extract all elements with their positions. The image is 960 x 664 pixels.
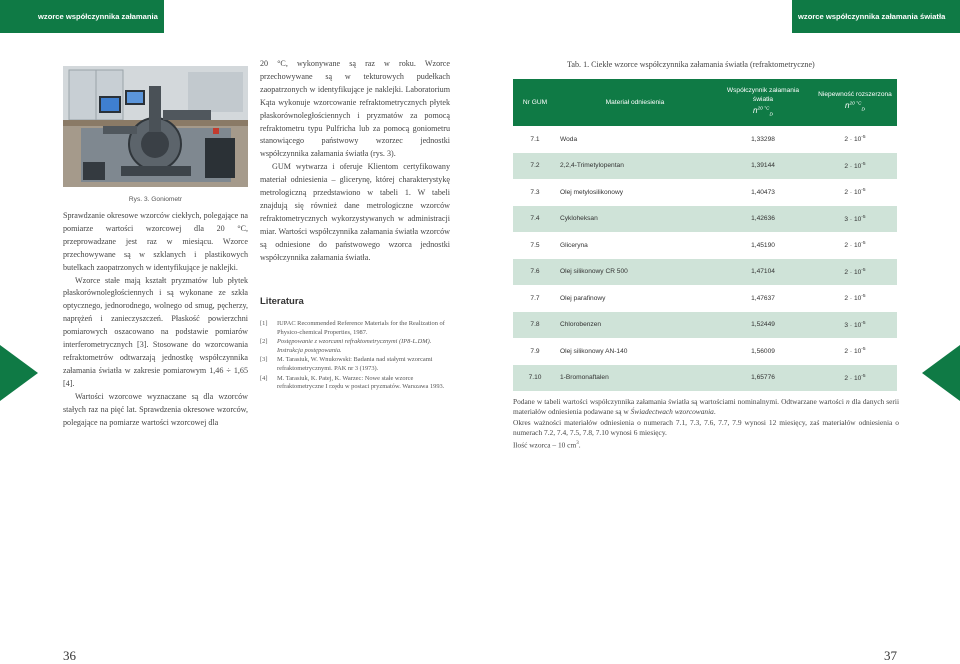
running-header-left: wzorce współczynnika załamania światła [0,0,164,33]
cell-no: 7.7 [530,294,540,302]
cell-material: Olej silikonowy AN-140 [560,347,628,355]
cell-no: 7.10 [513,365,557,392]
header-material: Materiał odniesienia [557,79,713,126]
table-row [513,338,897,365]
cell-value: 1,40473 [751,188,775,196]
cell-value: 1,52449 [713,312,813,339]
note-validity: Okres ważności materiałów odniesienia o numerach 7.1, 7.3, 7.6, 7.7, 7.9 wynosi 12 miesięcy, zaś materiałów odniesienia o numerach 7.2, 7.4, 7.5, 7.8, 7.10 wynosi 6 miesięcy. [513,417,899,438]
cell-uncertainty: $2 \cdot 10^{-5}$ [844,188,866,197]
table-row [513,312,897,339]
table-row [513,365,897,392]
reference-item [260,338,450,355]
cell-value: 1,47104 [713,259,813,286]
paragraph: Wartości wzorcowe wyznaczane są dla wzorców stałych raz na pięć lat. Sprawdzenia okresowe wzorców, polegające na pomiarze wartości wzorcowej dla [63,391,248,427]
cell-material: Olej metylosilikonowy [560,188,624,196]
cell-no: 7.1 [530,135,540,143]
cell-material: 1-Bromonaftalen [557,365,713,392]
cell-uncertainty: $2 \cdot 10^{-5}$ [844,294,866,303]
cell-no: 7.9 [530,347,540,355]
table-row [513,259,897,286]
note-nominal: Podane w tabeli wartości współczynnika załamania światła są wartościami nominalnymi. Odtwarzane wartości n dla danych serii materiałów odniesienia podawane są w Świadectwach wzorcowania. [513,397,899,417]
reference-number: [3] [260,356,268,364]
reference-number: [1] [260,320,268,327]
paragraph: Sprawdzanie okresowe wzorców ciekłych, polegające na pomiarze wartości wzorcowej dla 20 °C, przeprowadzane jest raz w miesiącu. Wzorce przechowywane są w szklanych i plastikowych butelkach zaopatrzonych w identyfikujące je naklejki. [63,211,248,272]
reference-number: [2] [260,338,268,346]
reference-text: Postępowanie z wzorcami refraktometrycznymi (IP8-L.DM). Instrukcja postępowania. [277,338,432,354]
paragraph: 20 °C, wykonywane są raz w roku. Wzorce przechowywane są w tekturowych pudełkach zaopatrzonych w identyfikujące je naklejki. Laboratorium Kąta wykonuje wzorcowanie refraktometrycznych płytek płaskorównoległościennych i pryzmatów za pomocą refraktometru typu Pulfricha lub za pomocą goniometru stanowiącego państwowy wzorzec jednostki współczynnika załamania światła (rys. 3). [260,59,450,159]
header-uncertainty [813,79,897,126]
cell-material: 2,2,4-Trimetylopentan [557,153,713,180]
cell-uncertainty: $2 \cdot 10^{-5}$ [844,241,866,250]
reference-text: M. Tarasiuk, W. Wnukowski: Badania nad stałymi wzorcami refraktometrycznymi. PAK nr 3 (1973). [277,356,433,372]
cell-uncertainty: $2 \cdot 10^{-5}$ [844,135,866,144]
reference-item [260,375,450,392]
cell-value: 1,45190 [751,241,775,249]
table-row [513,179,897,206]
paragraph: GUM wytwarza i oferuje Klientom certyfikowany materiał odniesienia – glicerynę, której charakterystykę metrologiczną przedstawiono w tabeli 1. W tabeli znajdują się również dane metrologiczne wzorców refraktometrycznych wykorzystywanych w administracji miar. Wartości współczynnika załamania światła wzorców są odniesione do państwowego wzorca jednostki współczynnika załamania światła. [260,162,450,262]
middle-text-column [260,58,450,265]
table-header-row [513,79,897,126]
page-number-left: 36 [63,648,76,663]
table-row [513,232,897,259]
page-edge-arrow-right [922,345,960,401]
running-header-right: wzorce współczynnika załamania światła [792,0,960,33]
cell-material: Gliceryna [560,241,588,249]
page-number-right: 37 [884,648,897,663]
cell-uncertainty: $2 \cdot 10^{-5}$ [813,259,897,286]
goniometer-photo [63,66,248,187]
refractive-index-symbol: $n^{20 ^\circ C}_D$ [845,101,865,113]
left-text-column [63,210,248,429]
table-title: Tab. 1. Ciekłe wzorce współczynnika załamania światła (refraktometryczne) [567,60,815,69]
cell-material: Olej parafinowy [560,294,606,302]
cell-material: Woda [560,135,578,143]
cell-uncertainty: $2 \cdot 10^{-5}$ [813,153,897,180]
reference-item [260,320,450,337]
reference-text: M. Tarasiuk, K. Patej, K. Warzec: Nowe stałe wzorce refraktometryczne I rzędu w postaci pryzmatów. Warszawa 1993. [277,374,445,391]
reference-materials-table [513,79,897,391]
cell-uncertainty: $3 \cdot 10^{-5}$ [813,206,897,233]
header-value-label: Współczynnik załamania światła [726,86,800,103]
table-row [513,206,897,233]
literature-heading: Literatura [260,296,304,307]
cell-value: 1,56009 [751,347,775,355]
header-value [713,79,813,126]
cell-material: Olej silikonowy CR 500 [557,259,713,286]
reference-number: [4] [260,374,268,382]
table-row [513,126,897,153]
table-row [513,153,897,180]
cell-value: 1,33298 [751,135,775,143]
table-row [513,285,897,312]
header-uncertainty-label: Niepewność rozszerzona [818,91,892,99]
cell-no: 7.5 [530,241,540,249]
reference-text: IUPAC Recommended Reference Materials for the Realization of Physico-chemical Properties, 1987. [277,320,445,336]
header-no: Nr GUM [513,79,557,126]
cell-value: 1,42636 [713,206,813,233]
page-edge-arrow-left [0,345,38,401]
table-notes [513,397,899,451]
cell-material: Chlorobenzen [557,312,713,339]
cell-material: Cykloheksan [557,206,713,233]
note-quantity: Ilość wzorca – 10 $cm^3$. [513,440,581,450]
cell-no: 7.8 [513,312,557,339]
reference-item [260,356,450,373]
cell-value: 1,47637 [751,294,775,302]
cell-no: 7.3 [530,188,540,196]
cell-no: 7.4 [513,206,557,233]
refractive-index-symbol: $n^{20 ^\circ C}_D$ [753,105,773,118]
reference-list [260,320,450,393]
paragraph: Wzorce stałe mają kształt pryzmatów lub płytek płaskorównoległościennych i są wykonane ze szkła optycznego, jednorodnego, wolnego od smug, pęcherzy, naprężeń i zanieczyszczeń. Płaskość powierzchni pomiarowych oszacowano na podstawie pomiarów interferometrycznych [3]. Stosowane do wzorcowania refraktometrów odtwarzają jednostkę współczynnika załamania światła w zakresie pomiarowym 1,46 ÷ 1,65 [4]. [63,275,248,388]
cell-uncertainty: $2 \cdot 10^{-5}$ [813,365,897,392]
cell-value: 1,65776 [713,365,813,392]
figure-caption: Rys. 3. Goniometr [128,196,183,203]
cell-uncertainty: $2 \cdot 10^{-5}$ [844,347,866,356]
cell-uncertainty: $3 \cdot 10^{-5}$ [813,312,897,339]
cell-value: 1,39144 [713,153,813,180]
cell-no: 7.2 [513,153,557,180]
cell-no: 7.6 [513,259,557,286]
